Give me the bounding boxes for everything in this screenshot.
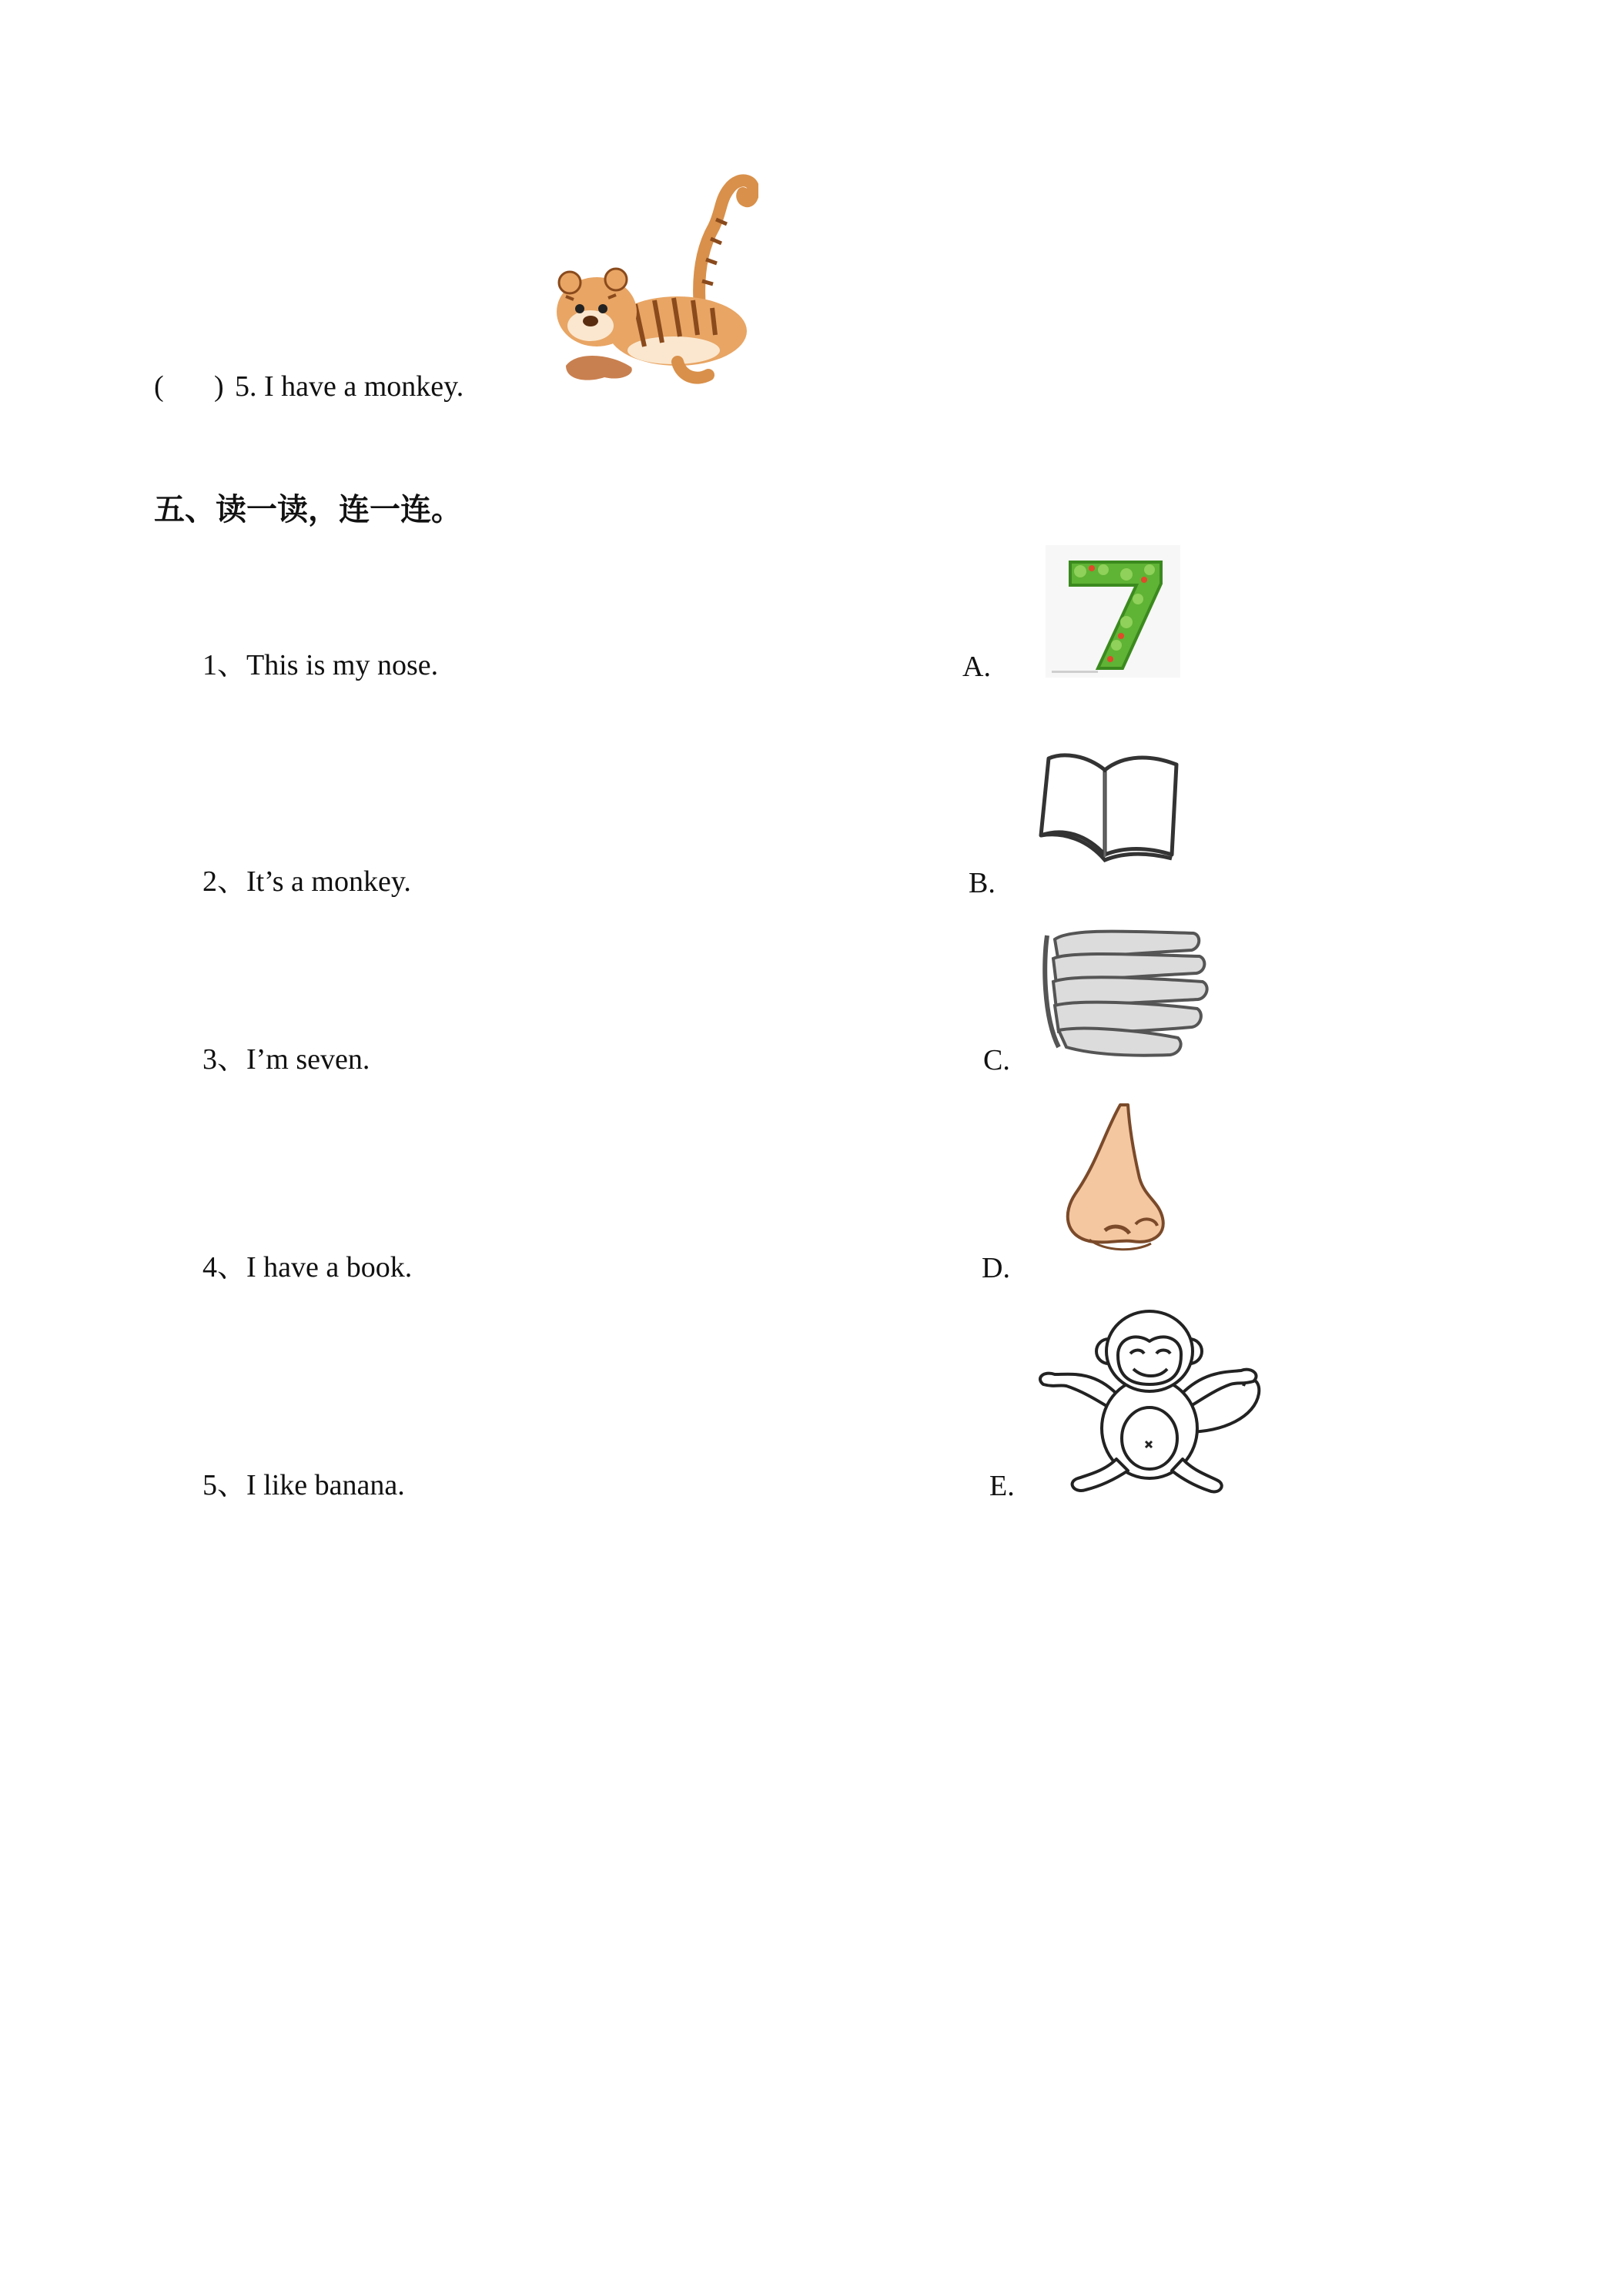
sentence-3: 3、I’m seven.	[202, 1043, 370, 1076]
sentence-2: 2、It’s a monkey.	[202, 865, 411, 898]
number-seven-icon	[1046, 545, 1180, 678]
option-label-e: E.	[989, 1470, 1015, 1502]
answer-bracket-close: )	[214, 370, 224, 403]
option-label-c: C.	[983, 1044, 1010, 1076]
option-label-b: B.	[969, 867, 996, 899]
banana-icon	[1039, 924, 1216, 1063]
sentence-4: 4、I have a book.	[202, 1251, 413, 1284]
nose-icon	[1059, 1101, 1170, 1263]
answer-bracket-open: (	[154, 370, 164, 403]
question-5-text: 5. I have a monkey.	[235, 370, 464, 403]
sentence-5: 5、I like banana.	[202, 1469, 405, 1501]
option-label-a: A.	[962, 651, 991, 683]
section-heading: 五、读一读，连一连。	[154, 492, 462, 527]
book-icon	[1032, 743, 1186, 878]
monkey-icon	[1032, 1301, 1270, 1501]
sentence-1: 1、This is my nose.	[202, 649, 439, 681]
option-label-d: D.	[982, 1252, 1010, 1284]
tiger-icon	[543, 166, 758, 397]
